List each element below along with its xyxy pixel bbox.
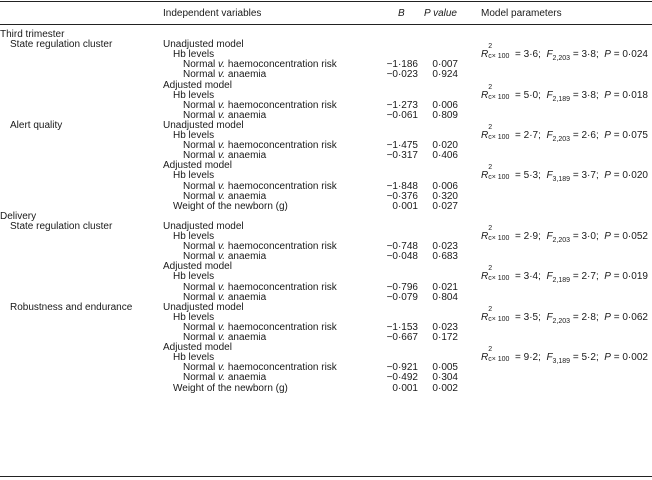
comparison-v: v. — [218, 362, 226, 374]
r-superscript: 2 — [488, 43, 493, 51]
model-label: Adjusted model — [163, 261, 232, 273]
r-subscript: c× 100 — [488, 275, 510, 283]
comparison-post: haemoconcentration risk — [225, 99, 337, 111]
r2-value: 2·9 — [523, 231, 539, 242]
b-value: −1·153 — [386, 321, 418, 333]
p-value: 0·924 — [432, 69, 458, 81]
model-label: Unadjusted model — [163, 119, 244, 131]
comparison-v: v. — [218, 109, 226, 121]
extra-variable-label: Weight of the newborn (g) — [173, 200, 288, 212]
model-parameters: R 2 c× 100 = 2·9; $F_{2,203} = 3\cdot 0$; P = 0·052 — [481, 225, 648, 244]
comparison-pre: Normal — [183, 362, 219, 374]
group-label: Hb levels — [173, 231, 215, 242]
r-subscript: c× 100 — [488, 93, 510, 101]
comparison-pre: Normal — [183, 69, 219, 81]
model-p-value: 0·018 — [622, 89, 648, 101]
comparison-post: haemoconcentration risk — [225, 140, 337, 152]
b-value: −0·317 — [386, 150, 418, 162]
p-symbol: P — [604, 89, 611, 101]
model-parameters: R 2 c× 100 = 2·7; $F_{2,203} = 2\cdot 6$; P = 0·075 — [481, 124, 648, 143]
comparison-pre: Normal — [183, 332, 219, 343]
p-value: 0·304 — [432, 372, 458, 384]
r2-value: 3·6 — [523, 49, 539, 61]
comparison-pre: Normal — [183, 109, 219, 121]
f-value: 2·6 — [581, 130, 596, 141]
model-p-value: 0·052 — [622, 231, 648, 242]
model-parameters: R 2 c× 100 = 9·2; $F_{3,189} = 5\cdot 2$; P = 0·002 — [481, 346, 648, 366]
model-parameters: R 2 c× 100 = 3·6; $F_{2,203} = 3\cdot 8$; P = 0·024 — [481, 43, 648, 63]
f-symbol: F — [546, 89, 553, 101]
p-symbol: P — [604, 311, 611, 323]
model-label: Adjusted model — [163, 79, 232, 91]
header-independent-variables: Independent variables — [163, 8, 262, 19]
r-subscript: c× 100 — [488, 174, 510, 182]
r-superscript: 2 — [488, 225, 493, 232]
p-symbol: P — [604, 170, 611, 182]
f-symbol: F — [546, 231, 553, 242]
comparison-pre: Normal — [183, 291, 219, 303]
group-label: Hb levels — [173, 352, 215, 364]
model-label: Adjusted model — [163, 342, 232, 354]
f-subscript: 2,189 — [552, 95, 571, 103]
b-value: −0·023 — [386, 69, 418, 81]
p-value: 0·027 — [432, 200, 458, 212]
r-symbol: R — [481, 170, 489, 182]
f-value: 3·7 — [581, 170, 596, 182]
comparison-v: v. — [218, 281, 226, 293]
r-symbol: R — [481, 231, 489, 242]
r-symbol: R — [481, 130, 489, 141]
p-value: 0·020 — [432, 140, 458, 152]
p-value: 0·021 — [432, 281, 458, 293]
r-subscript: c× 100 — [488, 356, 510, 364]
r-subscript: c× 100 — [488, 53, 510, 61]
model-p-value: 0·020 — [622, 170, 648, 182]
model-parameters: R 2 c× 100 = 5·0; $F_{2,189} = 3\cdot 8$; P = 0·018 — [481, 83, 648, 103]
table-top-rule — [0, 1, 652, 2]
comparison-pre: Normal — [183, 59, 219, 71]
f-subscript: 2,203 — [552, 317, 571, 325]
comparison-post: anaemia — [225, 69, 267, 81]
r-superscript: 2 — [488, 265, 493, 273]
r2-value: 3·5 — [523, 311, 539, 323]
f-subscript: 2,203 — [552, 55, 571, 63]
outcome-name: State regulation cluster — [10, 220, 113, 232]
comparison-pre: Normal — [183, 321, 219, 333]
f-symbol: F — [546, 311, 553, 323]
comparison-pre: Normal — [183, 241, 219, 253]
p-value: 0·023 — [432, 241, 458, 253]
f-subscript: 3,189 — [552, 358, 571, 366]
r-subscript: c× 100 — [488, 235, 510, 242]
p-value: 0·320 — [432, 190, 458, 202]
comparison-pre: Normal — [183, 140, 219, 152]
p-value: 0·023 — [432, 321, 458, 333]
comparison-v: v. — [218, 372, 226, 384]
b-value: 0·001 — [392, 382, 418, 394]
comparison-pre: Normal — [183, 150, 219, 162]
group-label: Hb levels — [173, 130, 215, 141]
outcome-name: State regulation cluster — [10, 39, 113, 51]
b-value: 0·001 — [392, 200, 418, 212]
b-value: −0·376 — [386, 190, 418, 202]
comparison-post: anaemia — [225, 332, 267, 343]
p-value: 0·006 — [432, 180, 458, 192]
comparison-pre: Normal — [183, 99, 219, 111]
r2-value: 5·3 — [523, 170, 539, 182]
group-label: Hb levels — [173, 49, 215, 61]
comparison-post: anaemia — [225, 150, 267, 162]
f-subscript: 2,189 — [552, 277, 571, 285]
model-p-value: 0·062 — [622, 311, 648, 323]
p-symbol: P — [604, 271, 611, 283]
comparison-pre: Normal — [183, 372, 219, 384]
comparison-v: v. — [218, 291, 226, 303]
f-value: 2·8 — [581, 311, 596, 323]
r-superscript: 2 — [488, 305, 493, 313]
f-symbol: F — [546, 170, 553, 182]
comparison-v: v. — [218, 150, 226, 162]
b-value: −0·079 — [386, 291, 418, 303]
f-value: 3·8 — [581, 89, 596, 101]
f-subscript: 2,203 — [552, 237, 571, 244]
p-symbol: P — [604, 231, 611, 242]
b-value: −1·475 — [386, 140, 418, 152]
comparison-v: v. — [218, 321, 226, 333]
r2-value: 3·4 — [523, 271, 539, 283]
f-symbol: F — [546, 271, 553, 283]
comparison-v: v. — [218, 180, 226, 192]
header-model-parameters: Model parameters — [481, 8, 562, 19]
model-label: Unadjusted model — [163, 39, 244, 51]
r-subscript: c× 100 — [488, 315, 510, 323]
comparison-post: anaemia — [225, 291, 267, 303]
p-value: 0·002 — [432, 382, 458, 394]
f-value: 3·0 — [581, 231, 596, 242]
f-symbol: F — [546, 49, 553, 61]
comparison-v: v. — [218, 99, 226, 111]
p-value: 0·172 — [432, 332, 458, 343]
model-p-value: 0·075 — [622, 130, 648, 141]
comparison-pre: Normal — [183, 190, 219, 202]
model-p-value: 0·024 — [622, 49, 648, 61]
comparison-post: anaemia — [225, 190, 267, 202]
model-p-value: 0·019 — [622, 271, 648, 283]
comparison-v: v. — [218, 251, 226, 263]
b-value: −0·748 — [386, 241, 418, 253]
r-symbol: R — [481, 89, 489, 101]
model-label: Adjusted model — [163, 160, 232, 172]
comparison-pre: Normal — [183, 281, 219, 293]
comparison-pre: Normal — [183, 180, 219, 192]
group-label: Hb levels — [173, 271, 215, 283]
f-value: 3·8 — [581, 49, 596, 61]
comparison-post: anaemia — [225, 251, 267, 263]
comparison-pre: Normal — [183, 251, 219, 263]
r2-value: 9·2 — [523, 352, 539, 364]
comparison-post: haemoconcentration risk — [225, 59, 337, 71]
comparison-post: anaemia — [225, 109, 267, 121]
f-subscript: 3,189 — [552, 176, 571, 184]
p-symbol: P — [604, 352, 611, 364]
model-parameters: R 2 c× 100 = 3·5; $F_{2,203} = 2\cdot 8$; P = 0·062 — [481, 305, 648, 325]
r-subscript: c× 100 — [488, 134, 510, 141]
r2-value: 2·7 — [523, 130, 539, 141]
r-superscript: 2 — [488, 164, 493, 172]
outcome-name: Alert quality — [10, 119, 63, 131]
group-label: Hb levels — [173, 311, 215, 323]
comparison-v: v. — [218, 69, 226, 81]
f-subscript: 2,203 — [552, 136, 571, 143]
p-value: 0·809 — [432, 109, 458, 121]
model-label: Unadjusted model — [163, 301, 244, 313]
r-symbol: R — [481, 352, 489, 364]
b-value: −0·796 — [386, 281, 418, 293]
p-value: 0·683 — [432, 251, 458, 263]
r-symbol: R — [481, 311, 489, 323]
b-value: −0·667 — [386, 332, 418, 343]
extra-variable-label: Weight of the newborn (g) — [173, 382, 288, 394]
f-value: 5·2 — [581, 352, 596, 364]
p-value: 0·005 — [432, 362, 458, 374]
b-value: −1·186 — [386, 59, 418, 71]
r-superscript: 2 — [488, 346, 493, 354]
r-superscript: 2 — [488, 83, 493, 91]
p-value: 0·007 — [432, 59, 458, 71]
comparison-v: v. — [218, 332, 226, 343]
comparison-post: haemoconcentration risk — [225, 241, 337, 253]
b-value: −0·061 — [386, 109, 418, 121]
comparison-post: haemoconcentration risk — [225, 362, 337, 374]
comparison-post: haemoconcentration risk — [225, 180, 337, 192]
b-value: −0·492 — [386, 372, 418, 384]
model-p-value: 0·002 — [622, 352, 648, 364]
comparison-v: v. — [218, 140, 226, 152]
f-value: 2·7 — [581, 271, 596, 283]
comparison-v: v. — [218, 190, 226, 202]
b-value: −0·048 — [386, 251, 418, 263]
r-superscript: 2 — [488, 124, 493, 131]
p-symbol: P — [604, 130, 611, 141]
table-bottom-rule — [0, 476, 652, 477]
model-parameters: R 2 c× 100 = 3·4; $F_{2,189} = 2\cdot 7$; P = 0·019 — [481, 265, 648, 285]
section-title: Delivery — [0, 210, 37, 222]
model-label: Unadjusted model — [163, 220, 244, 232]
b-value: −1·848 — [386, 180, 418, 192]
section-title: Third trimester — [0, 29, 65, 40]
p-value: 0·804 — [432, 291, 458, 303]
group-label: Hb levels — [173, 89, 215, 101]
model-parameters: R 2 c× 100 = 5·3; $F_{3,189} = 3\cdot 7$; P = 0·020 — [481, 164, 648, 184]
b-value: −0·921 — [386, 362, 418, 374]
comparison-post: haemoconcentration risk — [225, 281, 337, 293]
b-value: −1·273 — [386, 99, 418, 111]
f-symbol: F — [546, 352, 553, 364]
p-value: 0·406 — [432, 150, 458, 162]
comparison-v: v. — [218, 241, 226, 253]
comparison-v: v. — [218, 59, 226, 71]
header-p-value: P value — [424, 8, 457, 19]
group-label: Hb levels — [173, 170, 215, 182]
r2-value: 5·0 — [523, 89, 539, 101]
r-symbol: R — [481, 49, 489, 61]
comparison-post: haemoconcentration risk — [225, 321, 337, 333]
f-symbol: F — [546, 130, 553, 141]
p-symbol: P — [604, 49, 611, 61]
table-header-rule — [0, 24, 652, 25]
comparison-post: anaemia — [225, 372, 267, 384]
r-symbol: R — [481, 271, 489, 283]
header-b: B — [398, 8, 405, 19]
outcome-name: Robustness and endurance — [10, 301, 133, 313]
p-value: 0·006 — [432, 99, 458, 111]
